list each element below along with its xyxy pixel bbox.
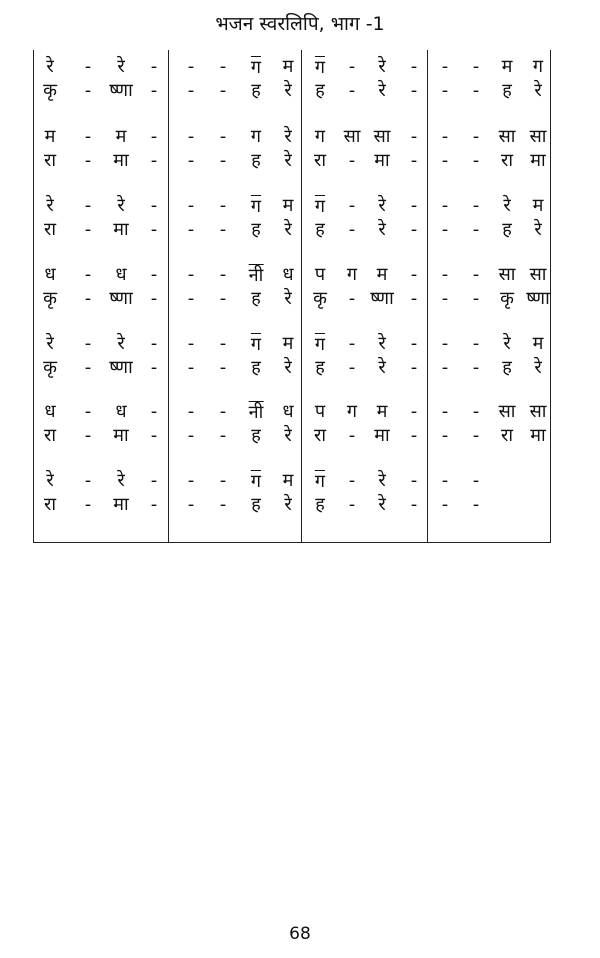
bol-syllable: ह xyxy=(315,80,325,101)
swara-note: ग xyxy=(250,196,262,217)
bol-syllable: - xyxy=(150,357,158,378)
swara-note: रे xyxy=(117,56,125,77)
bol-syllable: कृ xyxy=(43,288,57,309)
section-divider xyxy=(168,50,169,543)
bol-syllable: - xyxy=(219,219,227,240)
bol-syllable: ष्णा xyxy=(109,80,133,101)
bol-syllable: - xyxy=(150,288,158,309)
swara-note: - xyxy=(187,126,195,147)
bol-syllable: - xyxy=(84,425,92,446)
swara-note: ग xyxy=(532,56,544,77)
bol-syllable: ह xyxy=(315,219,325,240)
bol-syllable: रा xyxy=(500,425,514,446)
swara-note: - xyxy=(441,56,449,77)
bol-syllable: - xyxy=(348,357,356,378)
bol-syllable: ह xyxy=(251,357,261,378)
bol-syllable: - xyxy=(150,150,158,171)
swara-note: - xyxy=(150,470,158,491)
swara-note: म xyxy=(282,333,294,354)
bol-syllable: - xyxy=(472,150,480,171)
bol-syllable: ष्णा xyxy=(370,288,394,309)
swara-note: रे xyxy=(378,470,386,491)
bol-syllable: - xyxy=(348,80,356,101)
bol-syllable: - xyxy=(187,288,195,309)
swara-note: सा xyxy=(498,126,516,147)
bol-syllable: रा xyxy=(43,150,57,171)
swara-note: - xyxy=(84,126,92,147)
bol-syllable: - xyxy=(219,494,227,515)
bol-syllable: ह xyxy=(502,80,512,101)
swara-note: - xyxy=(348,470,356,491)
bol-syllable: - xyxy=(187,425,195,446)
bol-syllable: - xyxy=(84,150,92,171)
swara-note: - xyxy=(187,401,195,422)
swara-note: - xyxy=(410,401,418,422)
swara-note: ग xyxy=(250,334,262,355)
swara-note: सा xyxy=(529,401,547,422)
swara-note: सा xyxy=(498,401,516,422)
bol-syllable: मा xyxy=(374,425,390,446)
bol-syllable: रा xyxy=(313,425,327,446)
bol-syllable: रे xyxy=(284,80,292,101)
swara-note: - xyxy=(472,126,480,147)
bol-syllable: - xyxy=(84,357,92,378)
bol-syllable: रा xyxy=(43,219,57,240)
swara-note: - xyxy=(348,56,356,77)
swara-note: ध xyxy=(282,401,294,422)
swara-note: सा xyxy=(529,264,547,285)
swara-note: रे xyxy=(378,333,386,354)
swara-note: सा xyxy=(529,126,547,147)
bol-syllable: - xyxy=(84,80,92,101)
bol-syllable: - xyxy=(410,425,418,446)
swara-note: - xyxy=(348,195,356,216)
swara-note: प xyxy=(314,264,326,285)
bol-syllable: - xyxy=(348,150,356,171)
bol-syllable: कृ xyxy=(313,288,327,309)
bol-syllable: - xyxy=(441,288,449,309)
bol-syllable: कृ xyxy=(43,357,57,378)
swara-note: - xyxy=(150,56,158,77)
swara-note: - xyxy=(410,470,418,491)
bol-syllable: - xyxy=(348,425,356,446)
bol-syllable: मा xyxy=(113,150,129,171)
swara-note: म xyxy=(282,470,294,491)
swara-note: - xyxy=(84,401,92,422)
bol-syllable: ह xyxy=(251,425,261,446)
bol-syllable: - xyxy=(219,357,227,378)
bol-syllable: रे xyxy=(378,494,386,515)
bol-syllable: रे xyxy=(534,80,542,101)
swara-note: रे xyxy=(46,56,54,77)
bol-syllable: - xyxy=(410,357,418,378)
swara-note: म xyxy=(115,126,127,147)
swara-note: - xyxy=(219,195,227,216)
swara-note: रे xyxy=(46,195,54,216)
swara-note: - xyxy=(219,401,227,422)
bol-syllable: - xyxy=(187,494,195,515)
bol-syllable: - xyxy=(219,425,227,446)
bol-syllable: - xyxy=(187,219,195,240)
bol-syllable: - xyxy=(410,494,418,515)
swara-note: - xyxy=(472,401,480,422)
bol-syllable: - xyxy=(219,288,227,309)
swara-note: रे xyxy=(46,333,54,354)
swara-note: ग xyxy=(314,471,326,492)
swara-note: - xyxy=(472,333,480,354)
swara-note: म xyxy=(44,126,56,147)
bol-syllable: - xyxy=(84,288,92,309)
swara-note: - xyxy=(187,470,195,491)
swara-note: म xyxy=(532,333,544,354)
swara-note: - xyxy=(187,56,195,77)
swara-note: - xyxy=(150,401,158,422)
swara-note: - xyxy=(150,333,158,354)
swara-note: म xyxy=(282,195,294,216)
swara-note: ग xyxy=(250,126,262,147)
bol-syllable: - xyxy=(441,150,449,171)
bol-syllable: मा xyxy=(113,219,129,240)
bol-syllable: - xyxy=(348,288,356,309)
bol-syllable: - xyxy=(441,219,449,240)
bol-syllable: रे xyxy=(284,494,292,515)
bol-syllable: - xyxy=(472,494,480,515)
swara-note: - xyxy=(441,126,449,147)
bol-syllable: ष्णा xyxy=(109,288,133,309)
bol-syllable: - xyxy=(187,80,195,101)
bol-syllable: ह xyxy=(251,219,261,240)
bol-syllable: - xyxy=(410,288,418,309)
swara-note: - xyxy=(84,333,92,354)
swara-note: रे xyxy=(503,195,511,216)
bol-syllable: कृ xyxy=(500,288,514,309)
swara-note: सा xyxy=(373,126,391,147)
bol-syllable: रे xyxy=(534,357,542,378)
swara-note: ग xyxy=(314,126,326,147)
bol-syllable: रा xyxy=(313,150,327,171)
swara-note: - xyxy=(219,56,227,77)
swara-note: - xyxy=(150,264,158,285)
bol-syllable: - xyxy=(187,357,195,378)
swara-note: - xyxy=(187,264,195,285)
swara-note: - xyxy=(219,470,227,491)
swara-note: ग xyxy=(346,401,358,422)
swara-note: - xyxy=(219,333,227,354)
swara-note: ध xyxy=(115,401,127,422)
swara-note: ग xyxy=(250,471,262,492)
swara-note: ग xyxy=(346,264,358,285)
swara-note: रे xyxy=(378,195,386,216)
bol-syllable: ष्णा xyxy=(109,357,133,378)
swara-note: - xyxy=(150,126,158,147)
swara-note: नी xyxy=(248,402,264,423)
swara-note: ग xyxy=(250,57,262,78)
bol-syllable: - xyxy=(150,494,158,515)
swara-note: - xyxy=(219,126,227,147)
bol-syllable: रे xyxy=(284,288,292,309)
swara-note: - xyxy=(84,264,92,285)
bol-syllable: - xyxy=(472,80,480,101)
swara-note: रे xyxy=(117,470,125,491)
swara-note: ध xyxy=(115,264,127,285)
bol-syllable: मा xyxy=(113,494,129,515)
bol-syllable: - xyxy=(410,150,418,171)
swara-note: - xyxy=(410,56,418,77)
bol-syllable: - xyxy=(219,80,227,101)
swara-note: रे xyxy=(117,333,125,354)
swara-note: - xyxy=(150,195,158,216)
swara-note: सा xyxy=(343,126,361,147)
bol-syllable: मा xyxy=(113,425,129,446)
bol-syllable: ह xyxy=(251,80,261,101)
bol-syllable: - xyxy=(441,357,449,378)
bol-syllable: रा xyxy=(500,150,514,171)
swara-note: - xyxy=(410,264,418,285)
swara-note: रे xyxy=(503,333,511,354)
bol-syllable: रा xyxy=(43,494,57,515)
bol-syllable: - xyxy=(410,219,418,240)
bol-syllable: मा xyxy=(530,150,546,171)
swara-note: - xyxy=(441,264,449,285)
bol-syllable: ह xyxy=(251,494,261,515)
swara-note: रे xyxy=(378,56,386,77)
bol-syllable: - xyxy=(150,425,158,446)
swara-note: नी xyxy=(248,265,264,286)
swara-note: - xyxy=(84,56,92,77)
bol-syllable: रे xyxy=(534,219,542,240)
page-title: भजन स्वरलिपि, भाग -1 xyxy=(215,13,385,35)
swara-note: ग xyxy=(314,196,326,217)
bol-syllable: - xyxy=(150,219,158,240)
bol-syllable: रे xyxy=(284,357,292,378)
swara-note: रे xyxy=(117,195,125,216)
swara-note: - xyxy=(84,470,92,491)
bol-syllable: रे xyxy=(284,219,292,240)
swara-note: ग xyxy=(314,334,326,355)
bol-syllable: ह xyxy=(315,494,325,515)
bol-syllable: ह xyxy=(502,219,512,240)
bol-syllable: मा xyxy=(374,150,390,171)
swara-note: ध xyxy=(282,264,294,285)
bol-syllable: - xyxy=(187,150,195,171)
bol-syllable: रे xyxy=(284,425,292,446)
bol-syllable: - xyxy=(219,150,227,171)
bol-syllable: - xyxy=(441,425,449,446)
swara-note: सा xyxy=(498,264,516,285)
bol-syllable: - xyxy=(84,219,92,240)
swara-note: - xyxy=(219,264,227,285)
swara-note: - xyxy=(472,470,480,491)
bol-syllable: - xyxy=(150,80,158,101)
swara-note: ध xyxy=(44,264,56,285)
bol-syllable: - xyxy=(84,494,92,515)
bol-syllable: - xyxy=(472,425,480,446)
swara-note: - xyxy=(410,195,418,216)
swara-note: म xyxy=(376,264,388,285)
bol-syllable: कृ xyxy=(43,80,57,101)
swara-note: - xyxy=(441,401,449,422)
swara-note: - xyxy=(441,333,449,354)
swara-note: म xyxy=(282,56,294,77)
bol-syllable: रे xyxy=(378,219,386,240)
bol-syllable: रे xyxy=(378,357,386,378)
swara-note: रे xyxy=(284,126,292,147)
swara-note: - xyxy=(187,195,195,216)
bol-syllable: - xyxy=(410,80,418,101)
bol-syllable: ह xyxy=(502,357,512,378)
swara-note: ग xyxy=(314,57,326,78)
table-right-border xyxy=(550,50,551,543)
page-number: 68 xyxy=(289,924,311,944)
swara-note: - xyxy=(410,126,418,147)
bol-syllable: ष्णा xyxy=(526,288,550,309)
swara-note: - xyxy=(441,195,449,216)
swara-note: - xyxy=(410,333,418,354)
bol-syllable: - xyxy=(348,494,356,515)
bol-syllable: ह xyxy=(251,150,261,171)
swara-note: रे xyxy=(46,470,54,491)
bol-syllable: ह xyxy=(315,357,325,378)
swara-note: म xyxy=(376,401,388,422)
swara-note: - xyxy=(348,333,356,354)
bol-syllable: ह xyxy=(251,288,261,309)
section-divider xyxy=(427,50,428,543)
swara-note: - xyxy=(472,56,480,77)
bol-syllable: - xyxy=(441,80,449,101)
swara-note: - xyxy=(441,470,449,491)
bol-syllable: - xyxy=(441,494,449,515)
bol-syllable: - xyxy=(472,219,480,240)
swara-note: - xyxy=(84,195,92,216)
bol-syllable: रे xyxy=(284,150,292,171)
swara-note: - xyxy=(472,195,480,216)
swara-note: ध xyxy=(44,401,56,422)
bol-syllable: मा xyxy=(530,425,546,446)
swara-note: - xyxy=(472,264,480,285)
bol-syllable: रे xyxy=(378,80,386,101)
bol-syllable: - xyxy=(472,288,480,309)
swara-note: म xyxy=(501,56,513,77)
bol-syllable: रा xyxy=(43,425,57,446)
swara-note: प xyxy=(314,401,326,422)
swara-note: - xyxy=(187,333,195,354)
bol-syllable: - xyxy=(472,357,480,378)
swara-note: म xyxy=(532,195,544,216)
section-divider xyxy=(301,50,302,543)
bol-syllable: - xyxy=(348,219,356,240)
